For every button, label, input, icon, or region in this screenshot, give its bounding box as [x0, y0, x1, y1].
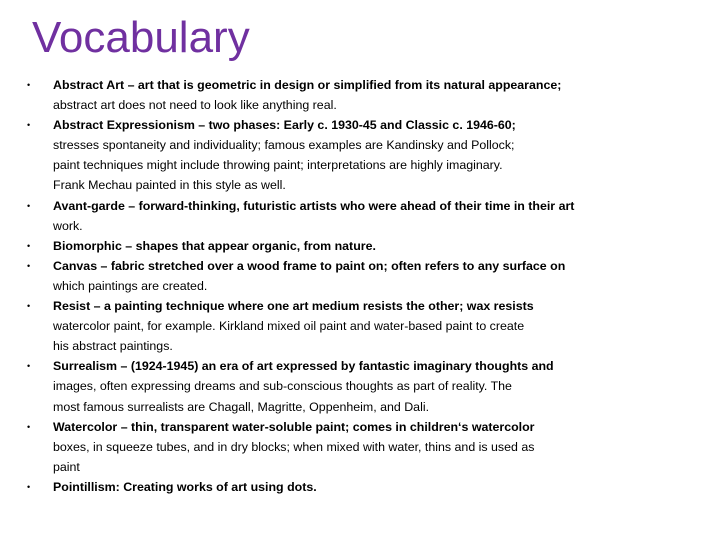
bullet-icon: •	[27, 240, 31, 251]
vocab-item-definition-line: watercolor paint, for example. Kirkland mixed oil paint and water-based paint to create	[53, 319, 525, 334]
bullet-icon: •	[27, 200, 31, 211]
vocab-item-definition-lead: Abstract Expressionism – two phases: Early c. 1930-45 and Classic c. 1946-60;	[53, 118, 516, 133]
vocab-item	[22, 196, 662, 236]
bullet-icon: •	[27, 361, 31, 372]
vocab-item-definition-line: Frank Mechau painted in this style as well.	[53, 178, 286, 193]
vocab-item-definition-lead: Avant-garde – forward-thinking, futuristic artists who were ahead of their time in their art	[53, 198, 575, 213]
vocab-item	[22, 256, 662, 296]
vocab-item	[22, 417, 662, 477]
vocab-item-definition-line: boxes, in squeeze tubes, and in dry blocks; when mixed with water, thins and is used as	[53, 439, 535, 454]
vocab-item	[22, 356, 662, 416]
vocab-item-definition-line: his abstract paintings.	[53, 339, 173, 354]
vocab-item-definition-lead: Surrealism – (1924-1945) an era of art expressed by fantastic imaginary thoughts and	[53, 359, 554, 374]
vocab-item-definition-line: paint	[53, 459, 80, 474]
vocabulary-list	[22, 75, 662, 497]
bullet-icon: •	[27, 301, 31, 312]
vocab-item-definition-line: images, often expressing dreams and sub-conscious thoughts as part of reality. The	[53, 379, 512, 394]
vocab-item-definition-line: which paintings are created.	[53, 278, 208, 293]
vocab-item-definition-lead: Pointillism: Creating works of art using dots.	[53, 479, 317, 494]
vocab-item-definition-lead: Watercolor – thin, transparent water-soluble paint; comes in children‘s watercolor	[53, 419, 535, 434]
vocab-item	[22, 296, 662, 356]
vocab-item-definition-lead: Canvas – fabric stretched over a wood frame to paint on; often refers to any surface on	[53, 258, 566, 273]
vocab-item	[22, 236, 662, 256]
vocab-item-definition-lead: Resist – a painting technique where one art medium resists the other; wax resists	[53, 299, 534, 314]
bullet-icon: •	[27, 421, 31, 432]
bullet-icon: •	[27, 260, 31, 271]
vocab-item-definition-line: work.	[53, 218, 83, 233]
bullet-icon: •	[27, 120, 31, 131]
vocab-item	[22, 75, 662, 115]
vocab-item-definition-line: stresses spontaneity and individuality; famous examples are Kandinsky and Pollock;	[53, 138, 515, 153]
vocab-item-definition-lead: Biomorphic – shapes that appear organic, from nature.	[53, 238, 376, 253]
vocab-item	[22, 477, 662, 497]
vocab-item	[22, 115, 662, 195]
vocab-item-definition-line: abstract art does not need to look like anything real.	[53, 98, 337, 113]
slide-title: Vocabulary	[32, 13, 250, 62]
bullet-icon: •	[27, 481, 31, 492]
vocab-item-definition-lead: Abstract Art – art that is geometric in design or simplified from its natural appearance;	[53, 78, 562, 92]
vocab-item-definition-line: paint techniques might include throwing paint; interpretations are highly imaginary.	[53, 158, 503, 173]
vocab-item-definition-line: most famous surrealists are Chagall, Magritte, Oppenheim, and Dali.	[53, 399, 430, 414]
bullet-icon: •	[27, 80, 31, 90]
